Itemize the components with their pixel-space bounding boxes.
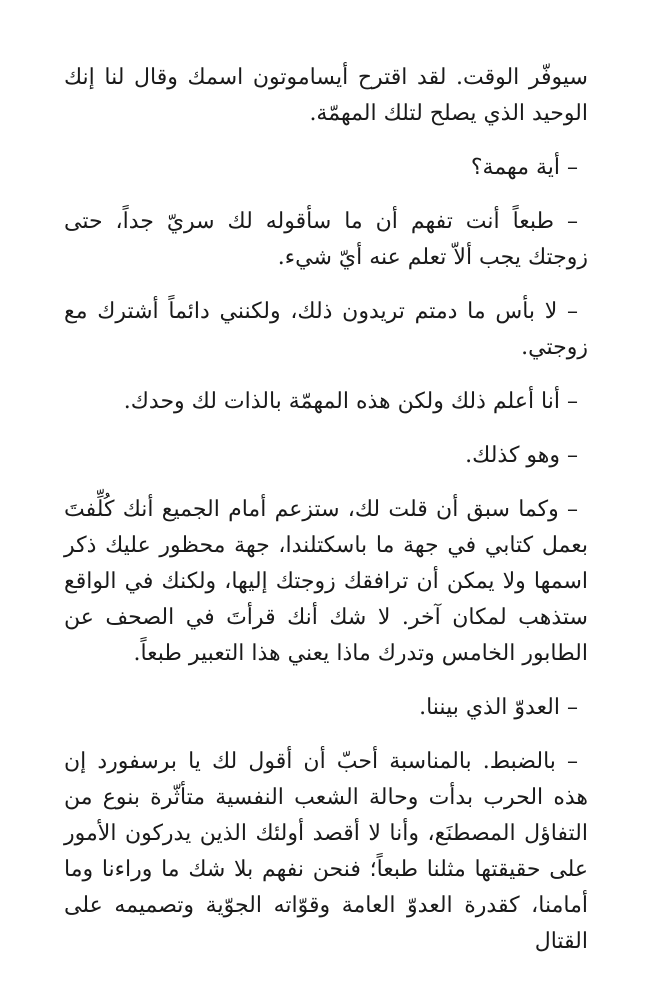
narration-paragraph: سيوفّر الوقت. لقد اقترح أيساموتون اسمك وقال لنا إنك الوحيد الذي يصلح لتلك المهمّة. [64,65,588,126]
dialogue-line: – العدوّ الذي بيننا. [419,695,578,720]
dialogue-line: – بالضبط. بالمناسبة أحبّ أن أقول لك يا برسفورد إن هذه الحرب بدأت وحالة الشعب النفسية متأثّرة بنوع من التفاؤل المصطنَع، وأنا لا أقصد أولئك الذين يدركون الأمور على حقيقتها مثلنا طبعاً؛ فنحن نفهم بلا شك ما وراءنا وما أمامنا، كقدرة العدوّ العامة وقوّاته الجوّية وتصميمه على القتال [64,749,588,954]
dialogue-line: – وكما سبق أن قلت لك، ستزعم أمام الجميع أنك كُلِّفتَ بعمل كتابي في جهة ما باسكتلندا، جهة محظور عليك ذكر اسمها ولا يمكن أن ترافقك زوجتك إليها، ولكنك في الواقع ستذهب لمكان آخر. لا شك أنك قرأتَ في الصحف عن الطابور الخامس وتدرك ماذا يعني هذا التعبير طبعاً. [64,497,588,666]
book-page [64,60,588,978]
dialogue-line: – لا بأس ما دمتم تريدون ذلك، ولكنني دائماً أشترك مع زوجتي. [64,299,588,360]
dialogue-line: – طبعاً أنت تفهم أن ما سأقوله لك سريّ جداً، حتى زوجتك يجب ألاّ تعلم عنه أيّ شيء. [64,209,588,270]
dialogue-line: – وهو كذلك. [465,443,578,468]
dialogue-line: – أية مهمة؟ [470,155,578,180]
dialogue-line: – أنا أعلم ذلك ولكن هذه المهمّة بالذات لك وحدك. [123,389,578,414]
